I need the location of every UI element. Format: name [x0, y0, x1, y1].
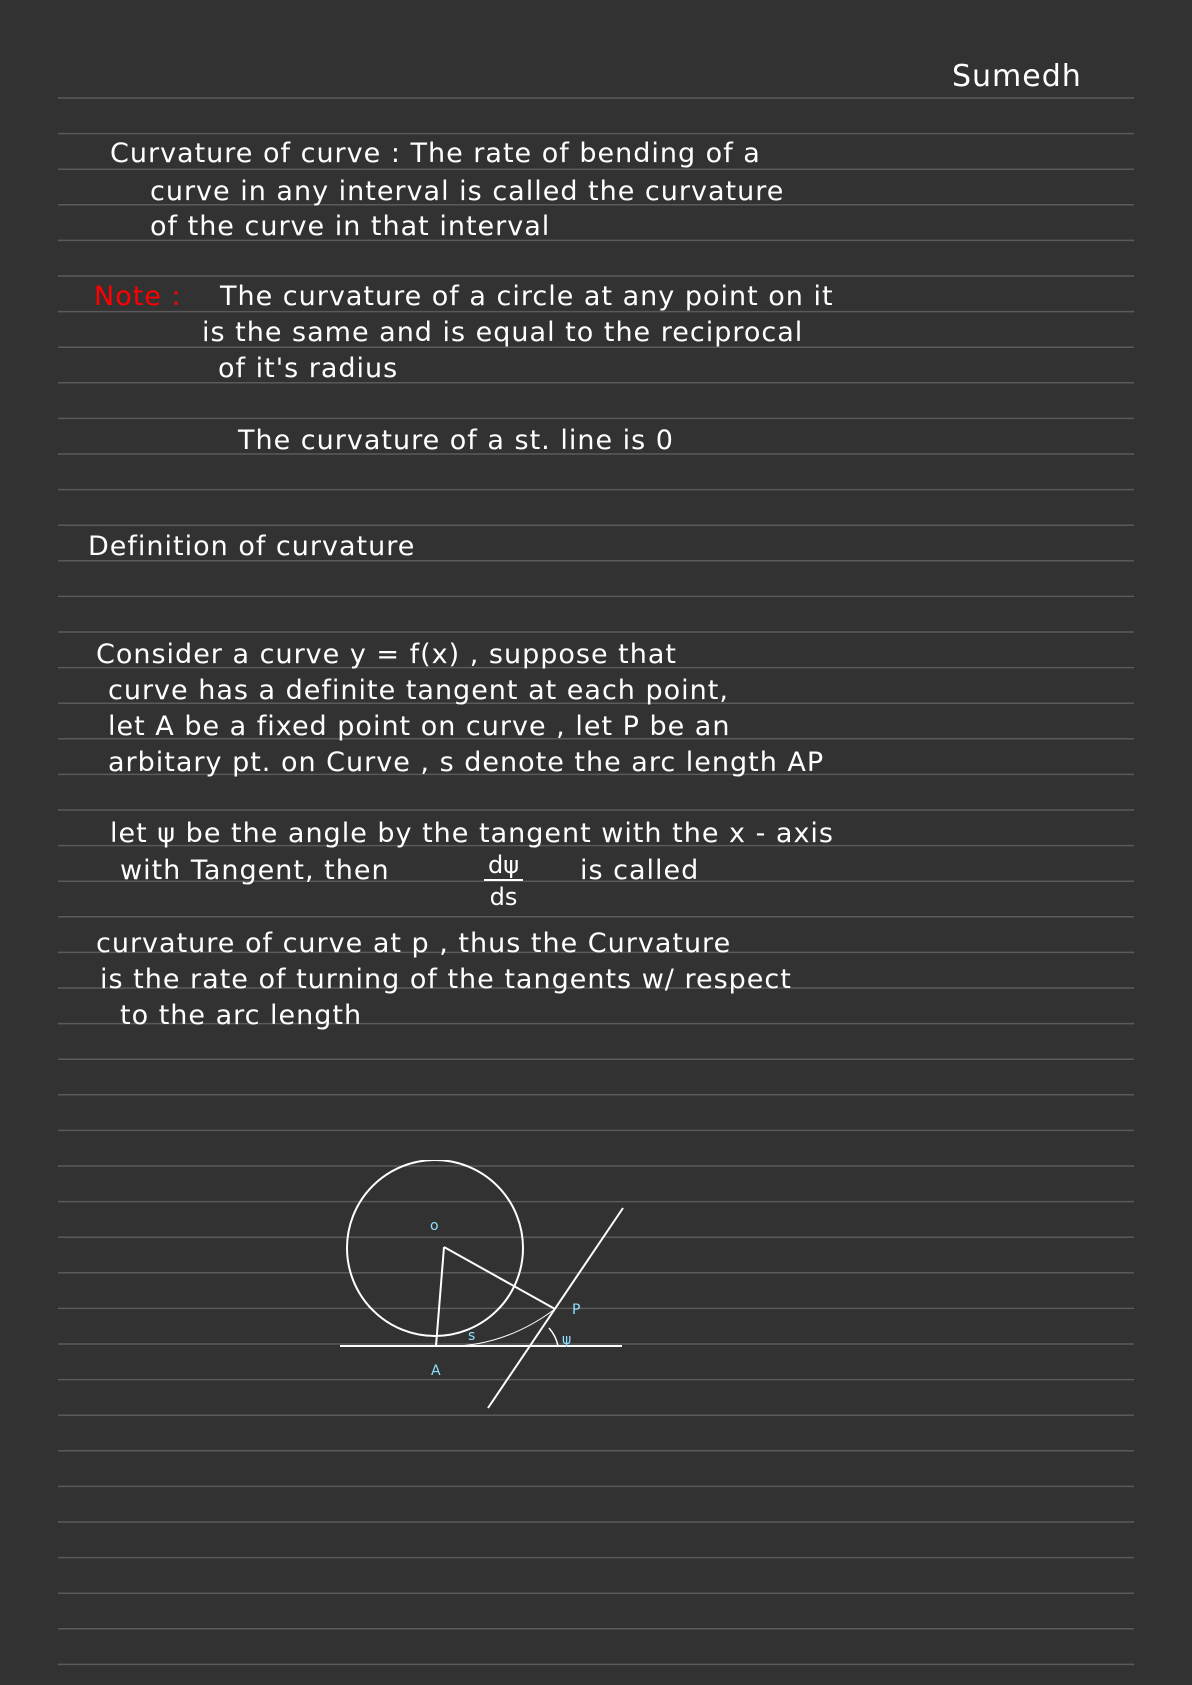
author-name: Sumedh — [952, 59, 1082, 94]
curvature-diagram — [340, 1160, 640, 1420]
radius-to-a — [436, 1247, 444, 1346]
arc-s — [436, 1309, 555, 1346]
note-label: Note : — [94, 281, 182, 312]
psi-line-2-end: is called — [580, 855, 700, 886]
note-line-3: of it's radius — [218, 353, 399, 384]
definition-heading: Definition of curvature — [88, 531, 416, 562]
tangent-line — [488, 1208, 623, 1408]
angle-psi-arc — [549, 1328, 558, 1346]
straight-line-curvature: The curvature of a st. line is 0 — [238, 425, 674, 456]
label-s: s — [468, 1328, 476, 1344]
label-p: P — [572, 1302, 581, 1318]
fraction-numerator: dψ — [484, 853, 523, 881]
consider-line-2: curve has a definite tangent at each point, — [108, 675, 729, 706]
consider-line-4: arbitary pt. on Curve , s denote the arc length AP — [108, 747, 825, 778]
consider-line-3: let A be a fixed point on curve , let P be an — [108, 711, 731, 742]
curvature-definition-line-2: curve in any interval is called the curvature — [150, 176, 785, 207]
psi-line-1: let ψ be the angle by the tangent with the x - axis — [110, 818, 834, 849]
note-line-1: The curvature of a circle at any point on it — [220, 281, 834, 312]
osculating-circle — [347, 1160, 523, 1336]
curvature-at-p-line-3: to the arc length — [120, 1000, 363, 1031]
curvature-at-p-line-1: curvature of curve at p , thus the Curvature — [96, 928, 732, 959]
dpsi-ds-fraction — [484, 853, 523, 909]
radius-to-p — [444, 1247, 555, 1309]
note-line-2: is the same and is equal to the reciprocal — [202, 317, 804, 348]
label-o: o — [430, 1218, 439, 1234]
fraction-denominator: ds — [489, 883, 518, 911]
curvature-definition-line-3: of the curve in that interval — [150, 211, 551, 242]
curvature-definition-line-1: Curvature of curve : The rate of bending of a — [110, 138, 761, 169]
consider-line-1: Consider a curve y = f(x) , suppose that — [96, 639, 677, 670]
curvature-at-p-line-2: is the rate of turning of the tangents w/ respect — [100, 964, 792, 995]
psi-line-2-start: with Tangent, then — [120, 855, 390, 886]
label-a: A — [431, 1363, 441, 1379]
label-psi: ψ — [562, 1332, 572, 1348]
